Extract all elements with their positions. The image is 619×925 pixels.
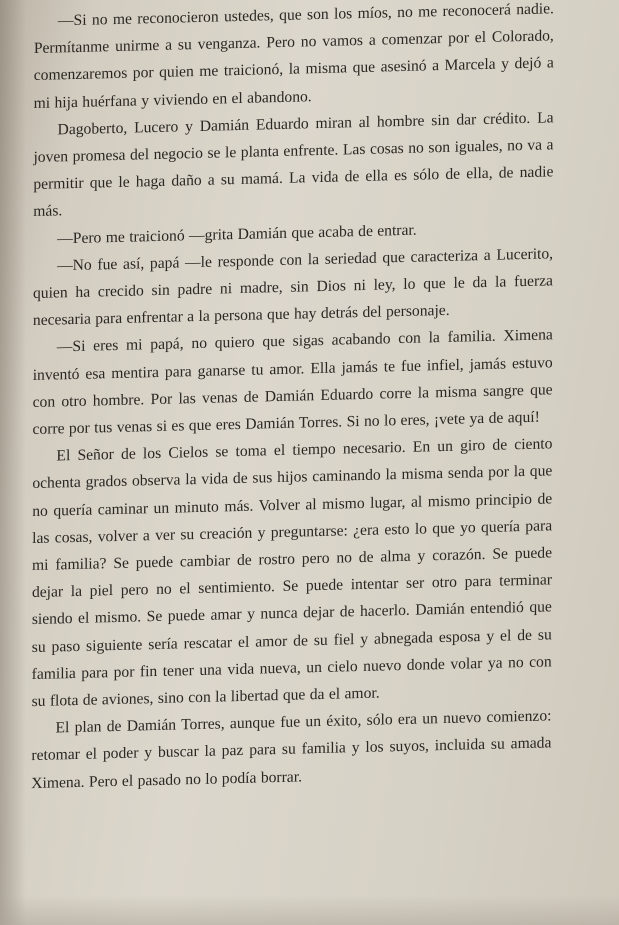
paragraph-3: —Pero me traicionó —grita Damián que acaba de entrar.: [57, 221, 417, 248]
paragraph-7: El plan de Damián Torres, aunque fue un éxito, sólo era un nuevo comienzo: retomar el poder y buscar la paz para su familia y los suyos, incluida su amada Ximena. Pero el pasado no lo podía borrar.: [31, 707, 552, 792]
paragraph-4: —No fue así, papá —le responde con la seriedad que caracteriza a Lucerito, quien ha crecido sin padre ni madre, sin Dios ni ley, lo que le da la fuerza necesaria para enfrentar a la persona que hay detrás del personaje.: [32, 245, 554, 330]
paragraph-2: Dagoberto, Lucero y Damián Eduardo miran al hombre sin dar crédito. La joven promesa del negocio se le planta enfrente. Las cosas no son iguales, no va a permitir que le haga daño a su mamá. La vida de ella es sólo de ella, de nadie más.: [33, 109, 554, 221]
page-text: [31, 0, 554, 797]
page-bottom-shading: [0, 895, 619, 925]
paragraph-5: —Si eres mi papá, no quiero que sigas acabando con la familia. Ximena inventó esa mentira para ganarse tu amor. Ella jamás te fue infiel, jamás estuvo con otro hombre. Por las venas de Damián Eduardo corre la misma sangre que corre por tus venas si es que eres Damián Torres. Si no lo eres, ¡vete ya de aquí!: [32, 326, 553, 439]
paragraph-1: —Si no me reconocieron ustedes, que son los míos, no me reconocerá nadie. Permítanme unirme a su venganza. Pero no vamos a comenzar por el Colorado, comenzaremos por quien me traicionó, la misma que asesinó a Marcela y dejó a mi hija huérfana y viviendo en el abandono.: [33, 0, 554, 112]
paragraph-6: El Señor de los Cielos se toma el tiempo necesario. En un giro de ciento ochenta grados observa la vida de sus hijos caminando la misma senda por la que no quería caminar un minuto más. Volver al mismo lugar, al mismo principio de las cosas, volver a ver su creación y preguntarse: ¿era esto lo que yo quería para mi familia? Se puede cambiar de rostro pero no de alma y corazón. Se puede dejar la piel pero no el sentimiento. Se puede intentar ser otro para terminar siendo el mismo. Se puede amar y nunca dejar de hacerlo. Damián entendió que su paso siguiente sería rescatar el amor de su fiel y abnegada esposa y el de su familia para por fin tener una vida nueva, un cielo nuevo donde volar ya no con su flota de aviones, sino con la libertad que da el amor.: [31, 435, 553, 711]
page-gutter-shadow: [0, 0, 26, 925]
